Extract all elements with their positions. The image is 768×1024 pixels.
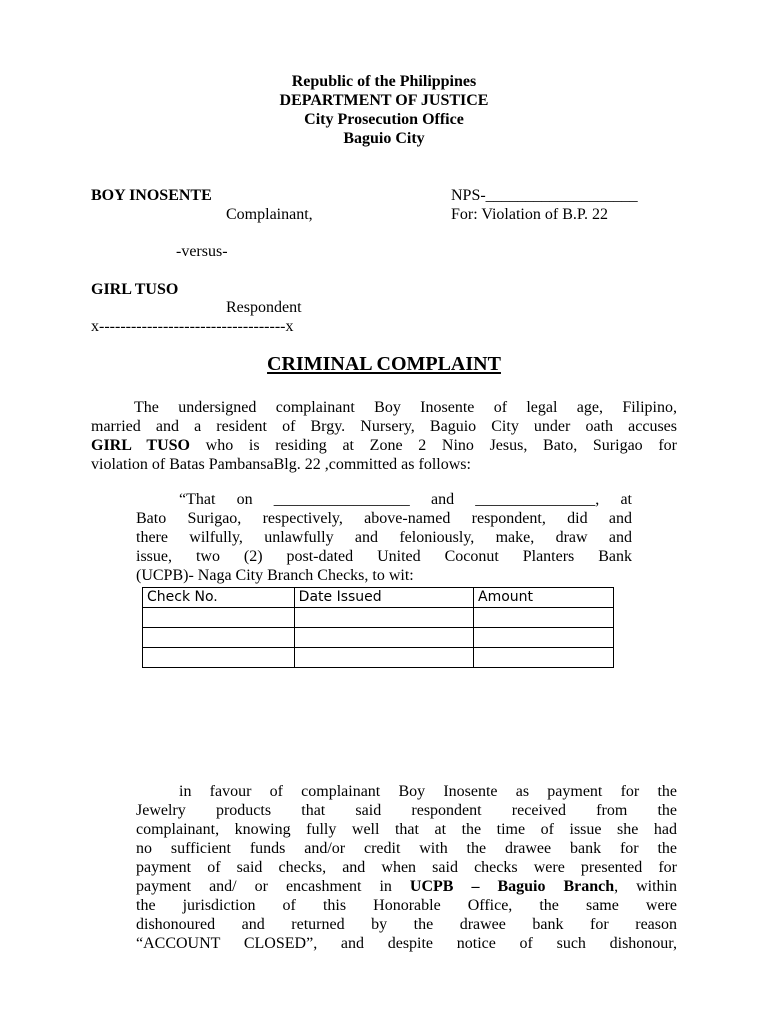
- caption-separator: x-----------------------------------x: [91, 318, 294, 335]
- table-cell: [294, 628, 473, 648]
- header-office: City Prosecution Office: [304, 111, 464, 128]
- table-cell: [294, 648, 473, 668]
- header-department: DEPARTMENT OF JUSTICE: [279, 92, 489, 109]
- table-row: [143, 628, 614, 648]
- complainant-name: BOY INOSENTE: [91, 187, 212, 204]
- continuation-line: complainant, knowing fully well that at the time of issue she had: [136, 821, 677, 838]
- continuation-line: no sufficient funds and/or credit with the drawee bank for the: [136, 840, 677, 857]
- complainant-label: Complainant,: [226, 206, 313, 223]
- respondent-name-inline: GIRL TUSO: [91, 437, 190, 454]
- allegation-line: issue, two (2) post-dated United Coconut Planters Bank: [136, 548, 632, 565]
- respondent-label: Respondent: [226, 299, 302, 316]
- column-header-amount: Amount: [474, 588, 614, 608]
- table-cell: [294, 608, 473, 628]
- bank-branch-inline: UCPB – Baguio Branch: [409, 878, 615, 895]
- intro-line: [91, 436, 677, 455]
- column-header-check-no: Check No.: [143, 588, 295, 608]
- continuation-line-start: payment and/ or encashment in: [136, 878, 410, 895]
- nps-number-field: NPS-___________________: [451, 187, 638, 204]
- allegation-paragraph: [136, 490, 632, 585]
- table-cell: [143, 648, 295, 668]
- intro-line-rest: who is residing at Zone 2 Nino Jesus, Bato, Surigao for: [189, 437, 678, 454]
- allegation-line: there wilfully, unlawfully and feloniously, make, draw and: [136, 529, 632, 546]
- continuation-line: [136, 877, 677, 896]
- continuation-line: in favour of complainant Boy Inosente as payment for the: [179, 783, 677, 800]
- table-cell: [143, 628, 295, 648]
- intro-line: The undersigned complainant Boy Inosente of legal age, Filipino,: [134, 399, 677, 416]
- header-city: Baguio City: [343, 130, 425, 147]
- allegation-line: “That on _________________ and _______________, at: [179, 491, 632, 508]
- document-title: [0, 352, 768, 376]
- allegation-line: (UCPB)- Naga City Branch Checks, to wit:: [136, 567, 414, 584]
- title-text: CRIMINAL COMPLAINT: [267, 353, 501, 375]
- intro-line: married and a resident of Brgy. Nursery, Baguio City under oath accuses: [91, 418, 677, 435]
- table-cell: [474, 648, 614, 668]
- continuation-paragraph: [136, 782, 677, 953]
- table-row: [143, 648, 614, 668]
- continuation-line: payment of said checks, and when said checks were presented for: [136, 859, 677, 876]
- table-cell: [143, 608, 295, 628]
- continuation-line: “ACCOUNT CLOSED”, and despite notice of such dishonour,: [136, 935, 677, 952]
- violation-label: For: Violation of B.P. 22: [451, 206, 608, 223]
- table-header-row: [143, 588, 614, 608]
- document-header: [0, 72, 768, 148]
- table-cell: [474, 628, 614, 648]
- intro-paragraph: [91, 398, 677, 474]
- continuation-line: Jewelry products that said respondent received from the: [136, 802, 677, 819]
- continuation-line: the jurisdiction of this Honorable Office, the same were: [136, 897, 677, 914]
- table-row: [143, 608, 614, 628]
- intro-line: violation of Batas PambansaBlg. 22 ,committed as follows:: [91, 456, 471, 473]
- header-republic: Republic of the Philippines: [291, 73, 477, 90]
- continuation-line: dishonoured and returned by the drawee bank for reason: [136, 916, 677, 933]
- continuation-line-end: , within: [614, 878, 678, 895]
- respondent-name: GIRL TUSO: [91, 281, 179, 298]
- column-header-date-issued: Date Issued: [294, 588, 473, 608]
- table-cell: [474, 608, 614, 628]
- allegation-line: Bato Surigao, respectively, above-named respondent, did and: [136, 510, 632, 527]
- checks-table: [142, 587, 614, 668]
- versus-label: -versus-: [176, 243, 228, 260]
